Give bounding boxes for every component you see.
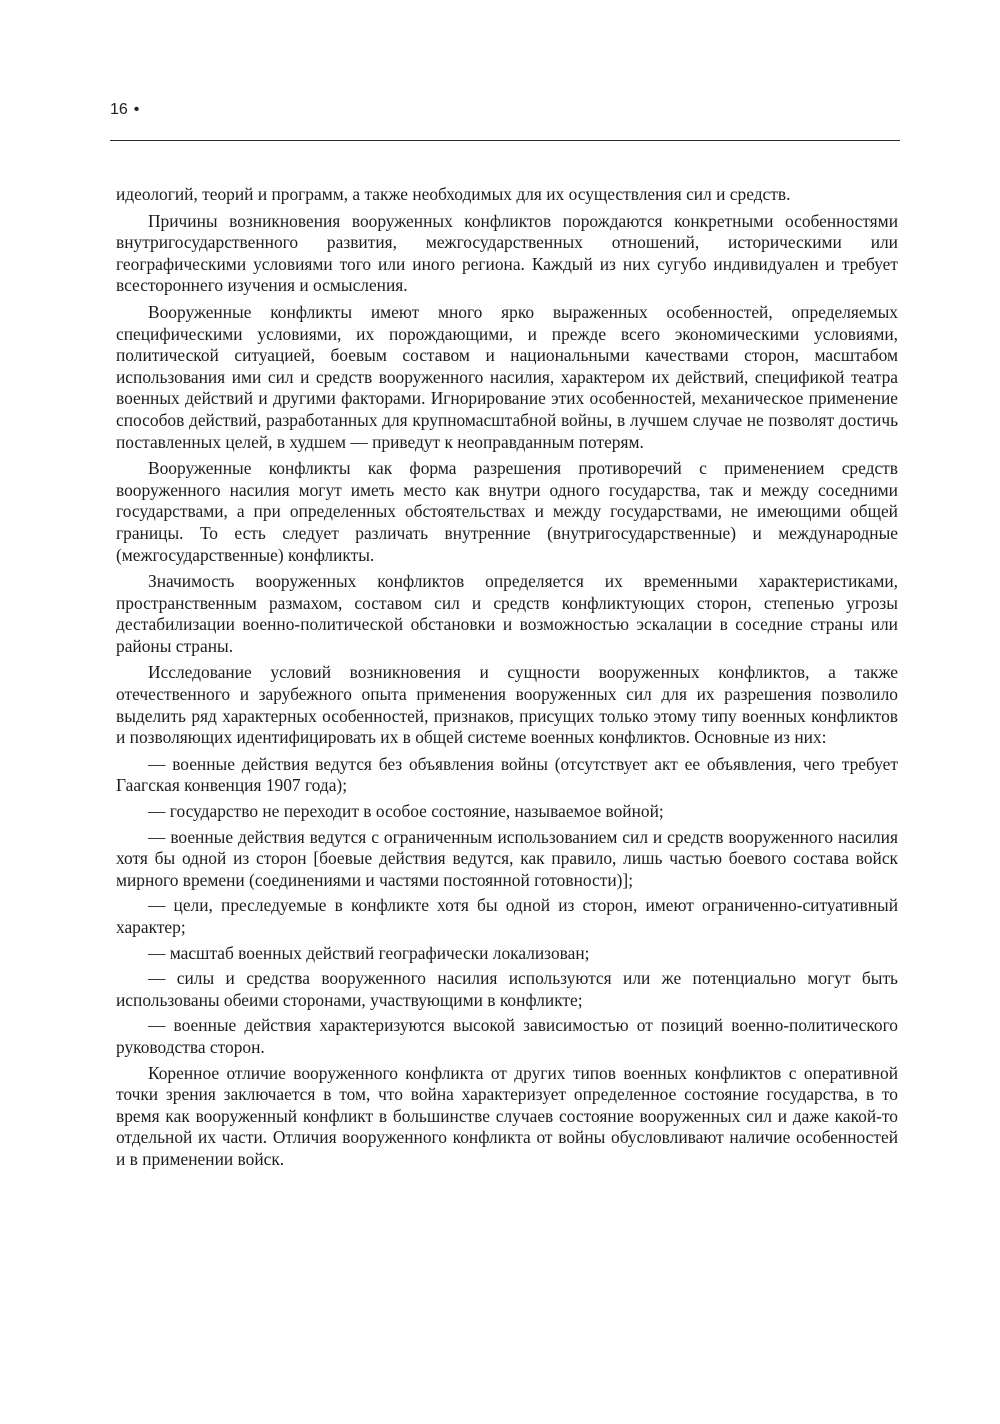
paragraph-difference: Коренное отличие вооруженного конфликта от других типов военных конфликтов с оперативной точки зрения заключается в том, что война характеризует определенное состояние государства, в то время как вооруженный конфликт в большинстве случаев состояние вооруженных сил и даже какой-то отдельной их части. Отличия вооруженного конфликта от войны обусловливают наличие особенностей и в применении войск. — [116, 1062, 898, 1169]
paragraph-forms: Вооруженные конфликты как форма разрешения противоречий с применением средств вооруженного насилия могут иметь место как внутри одного государства, так и между соседними государствами, а при определенных обстоятельствах и между государствами, не имеющими общей границы. То есть следует различать внутренние (внутригосударственные) и международные (межгосударственные) конфликты. — [116, 458, 898, 565]
list-item: — военные действия ведутся без объявления войны (отсутствует акт ее объявления, чего требует Гаагская конвенция 1907 года); — [116, 753, 898, 796]
list-item: — государство не переходит в особое состояние, называемое войной; — [148, 801, 664, 822]
paragraph-research: Исследование условий возникновения и сущности вооруженных конфликтов, а также отечественного и зарубежного опыта применения вооруженных сил для их разрешения позволило выделить ряд характерных особенностей, признаков, присущих только этому типу военных конфликтов и позволяющих идентифицировать их в общей системе военных конфликтов. Основные из них: — [116, 662, 898, 748]
text-body — [116, 184, 898, 1176]
page-number-bullet: • — [133, 101, 140, 118]
paragraph-significance: Значимость вооруженных конфликтов определяется их временными характеристиками, пространственным размахом, составом сил и средств конфликтующих сторон, степенью угрозы дестабилизации военно-политической обстановки и возможностью эскалации в соседние страны или районы страны. — [116, 571, 898, 656]
page-number — [110, 100, 139, 120]
paragraph-continued: идеологий, теорий и программ, а также необходимых для их осуществления сил и средств. — [116, 184, 791, 204]
list-item: — силы и средства вооруженного насилия используются или же потенциально могут быть использованы обеими сторонами, участвующими в конфликте; — [116, 968, 898, 1010]
page-number-value: 16 — [110, 101, 128, 118]
list-item: — цели, преследуемые в конфликте хотя бы одной из сторон, имеют ограниченно-ситуативный характер; — [116, 895, 898, 937]
paragraph-features: Вооруженные конфликты имеют много ярко выраженных особенностей, определяемых специфическими условиями, их порождающими, и прежде всего экономическими условиями, политической ситуацией, боевым составом и национальными качествами сторон, масштабом использования ими сил и средств вооруженного насилия, характером их действий, спецификой театра военных действий и другими факторами. Игнорирование этих особенностей, механическое применение способов действий, разработанных для крупномасштабной войны, в лучшем случае не позволят достичь поставленных целей, в худшем — приведут к неоправданным потерям. — [116, 301, 898, 452]
page-header — [110, 100, 900, 141]
list-item: — военные действия характеризуются высокой зависимостью от позиций военно-политического руководства сторон. — [116, 1015, 898, 1057]
list-item: — масштаб военных действий географически локализован; — [148, 942, 590, 963]
list-item: — военные действия ведутся с ограниченным использованием сил и средств вооруженного насилия хотя бы одной из сторон [боевые действия ведутся, как правило, лишь частью боевого состава войск мирного времени (соединениями и частями постоянной готовности)]; — [116, 826, 898, 890]
paragraph-causes: Причины возникновения вооруженных конфликтов порождаются конкретными особенностями внутригосударственного развития, межгосударственных отношений, историческими или географическими условиями того или иного региона. Каждый из них сугубо индивидуален и требует всестороннего изучения и осмысления. — [116, 210, 898, 296]
